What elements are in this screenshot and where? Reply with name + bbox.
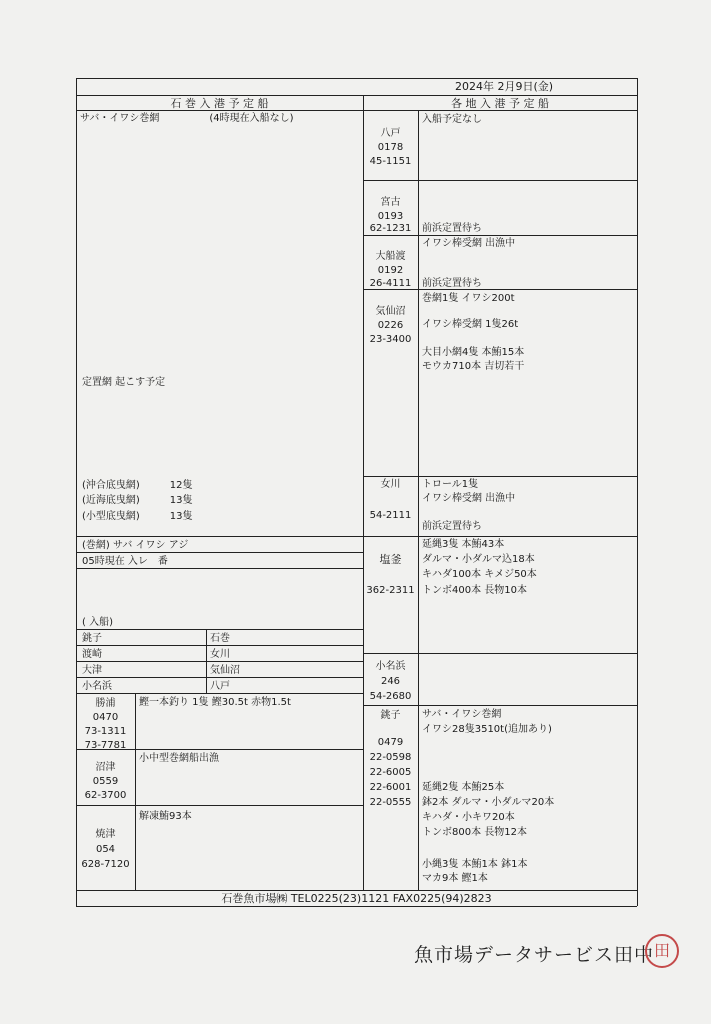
footer-contact: 石巻魚市場㈱ TEL0225(23)1121 FAX0225(94)2823: [221, 892, 492, 905]
port-tel: 362-2311: [366, 585, 415, 596]
port-code: 246: [380, 676, 401, 687]
arrival-port: 八戸: [210, 681, 230, 692]
port-name: 小名浜: [375, 661, 406, 672]
port-report: イワシ棒受網 出漁中: [422, 238, 516, 249]
port-name: 勝浦: [95, 698, 116, 709]
arrival-port: 気仙沼: [210, 665, 240, 676]
offshore-trawl-line: (沖合底曳網) 12隻: [82, 480, 193, 491]
port-report: 延縄3隻 本鮪43本: [422, 539, 505, 550]
port-tel: 22-0598: [369, 752, 412, 763]
port-tel: 22-6001: [369, 782, 412, 793]
port-report: 前浜定置待ち: [422, 521, 482, 532]
port-tel: 45-1151: [369, 156, 412, 167]
port-report: 前浜定置待ち: [422, 223, 482, 234]
port-name: 八戸: [380, 128, 401, 139]
port-report: ダルマ・小ダルマ込18本: [422, 554, 535, 565]
port-name: 大船渡: [375, 251, 406, 262]
port-name: 銚子: [380, 710, 401, 721]
port-name: 女川: [380, 479, 401, 490]
port-code: 0479: [377, 737, 404, 748]
small-trawl-line: (小型底曳網) 13隻: [82, 511, 193, 522]
arrival-ship: 小名浜: [82, 681, 112, 692]
arrival-port: 女川: [210, 649, 230, 660]
port-report: 延縄2隻 本鮪25本: [422, 782, 505, 793]
port-tel: 62-3700: [84, 790, 127, 801]
port-report: 鰹一本釣り 1隻 鰹30.5t 赤物1.5t: [139, 697, 291, 708]
port-report: トンボ400本 長物10本: [422, 585, 527, 596]
port-tel: 73-1311: [84, 726, 127, 737]
report-date: 2024年 2月9日(金): [455, 80, 554, 93]
port-code: 0226: [377, 320, 404, 331]
port-report: 解凍鮪93本: [139, 811, 192, 822]
port-report: トンボ800本 長物12本: [422, 827, 527, 838]
port-code: 0193: [377, 211, 404, 222]
port-code: 0178: [377, 142, 404, 153]
arrival-ship: 渡崎: [82, 649, 102, 660]
port-tel: 54-2680: [369, 691, 412, 702]
port-report: 前浜定置待ち: [422, 278, 482, 289]
right-header: 各 地 入 港 予 定 船: [451, 97, 549, 110]
port-code: 0559: [92, 776, 119, 787]
port-report: イワシ28隻3510t(追加あり): [422, 724, 552, 735]
port-report: 小中型巻網船出漁: [139, 753, 219, 764]
port-report: 巻網1隻 イワシ200t: [422, 293, 515, 304]
left-header: 石 巻 入 港 予 定 船: [170, 97, 269, 110]
port-report: キハダ100本 キメジ50本: [422, 569, 537, 580]
seine-species-line: (巻網) サバ イワシ アジ: [82, 540, 189, 551]
port-tel: 54-2111: [369, 510, 412, 521]
handwritten-signature: 魚市場データサービス田中: [414, 944, 655, 966]
port-tel: 22-6005: [369, 767, 412, 778]
port-name: 塩釜: [379, 553, 402, 566]
arrival-order-line: 05時現在 入レ 番: [82, 556, 168, 567]
port-report: キハダ・小キワ20本: [422, 812, 515, 823]
port-tel: 73-7781: [84, 740, 127, 751]
set-net-line: 定置網 起こす予定: [82, 377, 166, 388]
arrival-port: 石巻: [210, 633, 230, 644]
port-name: 宮古: [380, 197, 401, 208]
port-code: 054: [95, 844, 116, 855]
port-report: サバ・イワシ巻網: [422, 709, 502, 720]
port-name: 沼津: [95, 762, 116, 773]
port-name: 気仙沼: [375, 306, 406, 317]
port-tel: 23-3400: [369, 334, 412, 345]
port-code: 0470: [92, 712, 119, 723]
port-report: 入船予定なし: [422, 114, 482, 125]
name-seal: 田: [645, 934, 679, 968]
port-report: イワシ棒受網 1隻26t: [422, 319, 519, 330]
port-name: 焼津: [95, 829, 116, 840]
purse-seine-line: サバ・イワシ巻網 (4時現在入船なし): [80, 113, 294, 124]
port-tel: 22-0555: [369, 797, 412, 808]
port-report: 大目小網4隻 本鮪15本: [422, 347, 525, 358]
arrival-ship: 銚子: [82, 633, 102, 644]
port-report: イワシ棒受網 出漁中: [422, 493, 516, 504]
port-tel: 628-7120: [81, 859, 130, 870]
arrivals-label: ( 入船): [82, 617, 113, 628]
port-report: 鉢2本 ダルマ・小ダルマ20本: [422, 797, 555, 808]
coastal-trawl-line: (近海底曳網) 13隻: [82, 495, 193, 506]
port-report: モウカ710本 吉切若干: [422, 361, 525, 372]
port-report: 小縄3隻 本鮪1本 鉢1本: [422, 859, 528, 870]
port-report: トロール1隻: [422, 479, 479, 490]
port-code: 0192: [377, 265, 404, 276]
port-report: マカ9本 鰹1本: [422, 873, 488, 884]
port-tel: 26-4111: [369, 278, 412, 289]
port-tel: 62-1231: [369, 223, 412, 234]
arrival-ship: 大津: [82, 665, 102, 676]
